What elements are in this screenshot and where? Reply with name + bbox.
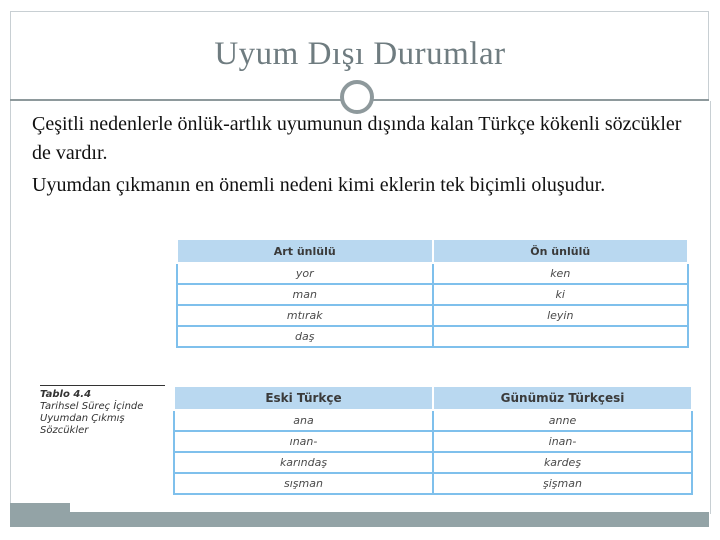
table-cell: [433, 326, 689, 347]
table-caption: [40, 385, 165, 437]
table-cell: man: [177, 284, 433, 305]
table-cell: mtırak: [177, 305, 433, 326]
suffix-table: [176, 238, 689, 348]
table-cell: daş: [177, 326, 433, 347]
table-row: [174, 452, 692, 473]
table-row: [177, 305, 688, 326]
vowel-harmony-table: [166, 228, 699, 360]
bullet-text-2: Uyumdan çıkmanın en önemli nedeni kimi eklerin tek biçimli oluşudur.: [32, 174, 606, 196]
circle-ornament-icon: [340, 80, 374, 114]
table1-header-front: Ön ünlülü: [433, 239, 689, 263]
table-cell: leyin: [433, 305, 689, 326]
table-cell: yor: [177, 263, 433, 284]
table-row: [174, 431, 692, 452]
table-row: [174, 473, 692, 494]
table2-header-old: Eski Türkçe: [174, 386, 433, 410]
caption-text: Tarihsel Süreç İçinde Uyumdan Çıkmış Sözcükler: [40, 401, 144, 436]
table-row: [177, 284, 688, 305]
table1-header-back: Art ünlülü: [177, 239, 433, 263]
table-cell: ki: [433, 284, 689, 305]
table-row: [174, 410, 692, 431]
table-cell: kardeş: [433, 452, 692, 473]
footer-bar: [10, 512, 709, 527]
table-cell: şişman: [433, 473, 692, 494]
table-cell: karındaş: [174, 452, 433, 473]
table-cell: inan-: [433, 431, 692, 452]
historical-words-table: [173, 385, 693, 495]
table-cell: ınan-: [174, 431, 433, 452]
table-cell: ken: [433, 263, 689, 284]
table-row: [177, 326, 688, 347]
table-cell: sışman: [174, 473, 433, 494]
historical-words-table-wrap: [173, 385, 693, 495]
table-cell: anne: [433, 410, 692, 431]
bullet-text-1: Çeşitli nedenlerle önlük-artlık uyumunun dışında kalan Türkçe kökenli sözcükler de vardır.: [32, 113, 682, 164]
footer-accent: [10, 503, 70, 527]
table2-header-modern: Günümüz Türkçesi: [433, 386, 692, 410]
table-cell: ana: [174, 410, 433, 431]
slide-title: Uyum Dışı Durumlar: [214, 36, 506, 72]
caption-title: Tablo 4.4: [40, 389, 92, 400]
table-row: [177, 263, 688, 284]
